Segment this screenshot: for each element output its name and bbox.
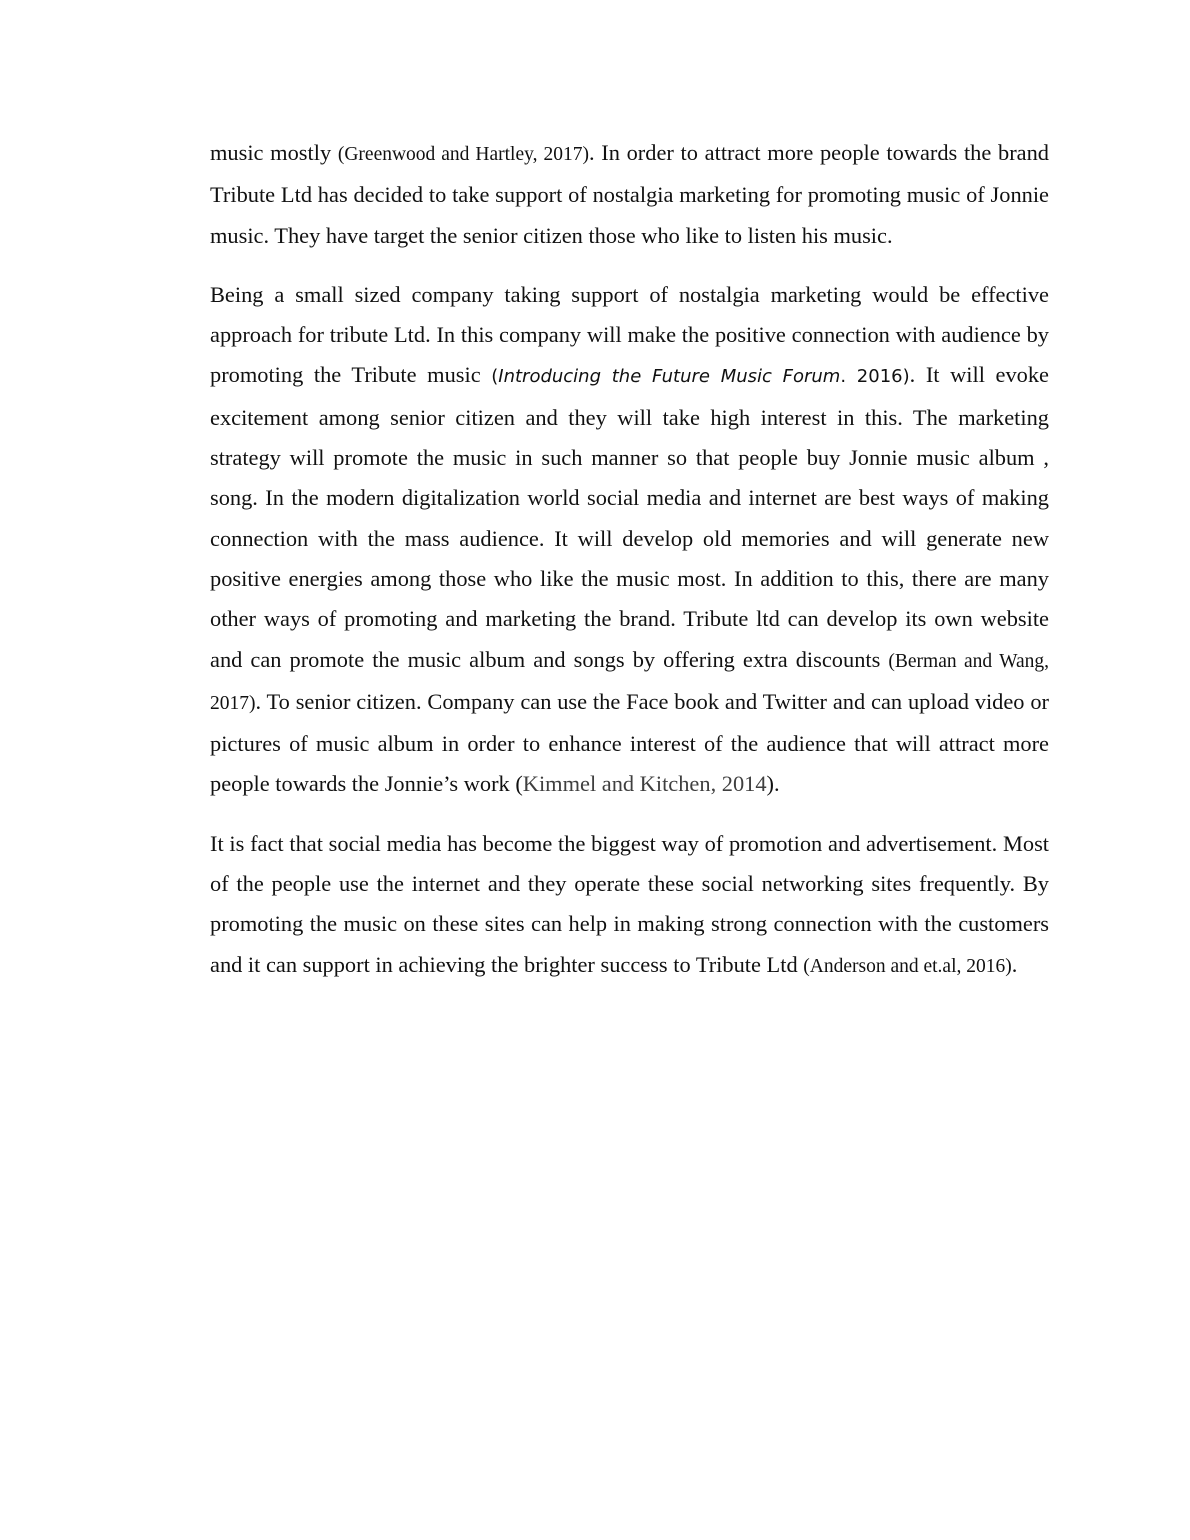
paragraph-text: .	[1011, 951, 1018, 977]
paragraph-text: . To senior citizen. Company can use the Face book and Twitter and can upload video or pictures of music album in order to enhance interest of the audience that will attract more people towards the Jonnie’s work (	[210, 688, 1049, 797]
citation-year: . 2016)	[840, 366, 910, 388]
citation: (Berman and Wang, 2017)	[210, 650, 1049, 714]
paragraph-text: . In order to attract more people towards the brand Tribute Ltd has decided to take support of nostalgia marketing for promoting music of Jonnie music. They have target the senior citizen those who like to listen his music.	[210, 140, 1049, 248]
paragraph-text: It is fact that social media has become the biggest way of promotion and advertisement. Most of the people use the internet and they operate these social networking sites frequently. By promoting the music on these sites can help in making strong connection with the customers and it can support in achieving the brighter success to Tribute Ltd	[210, 830, 1049, 977]
paragraph-text: . It will evoke excitement among senior citizen and they will take high interest in this. The marketing strategy will promote the music in such manner so that people buy Jonnie music album , song. In the modern digitalization world social media and internet are best ways of making connection with the mass audience. It will develop old memories and will generate new positive energies among those who like the music most. In addition to this, there are many other ways of promoting and marketing the brand. Tribute ltd can develop its own website and can promote the music album and songs by offering extra discounts	[210, 362, 1049, 672]
citation-open: (	[491, 366, 499, 388]
paragraph-3	[210, 824, 1049, 987]
paragraph-text: Being a small sized company taking support of nostalgia marketing would be effective approach for tribute Ltd. In this company will make the positive connection with audience by promoting the Tribute music	[210, 281, 1049, 388]
citation: Kimmel and Kitchen, 2014	[522, 771, 767, 797]
citation: (Greenwood and Hartley, 2017)	[337, 144, 589, 165]
paragraph-text: ).	[766, 771, 780, 797]
citation-title: Introducing the Future Music Forum	[498, 366, 841, 388]
paragraph-text: music mostly	[210, 140, 338, 165]
paragraph-1	[210, 133, 1049, 256]
paragraph-2	[210, 275, 1049, 805]
document-body	[210, 133, 1049, 1006]
citation: (Anderson and et.al, 2016)	[803, 955, 1012, 977]
